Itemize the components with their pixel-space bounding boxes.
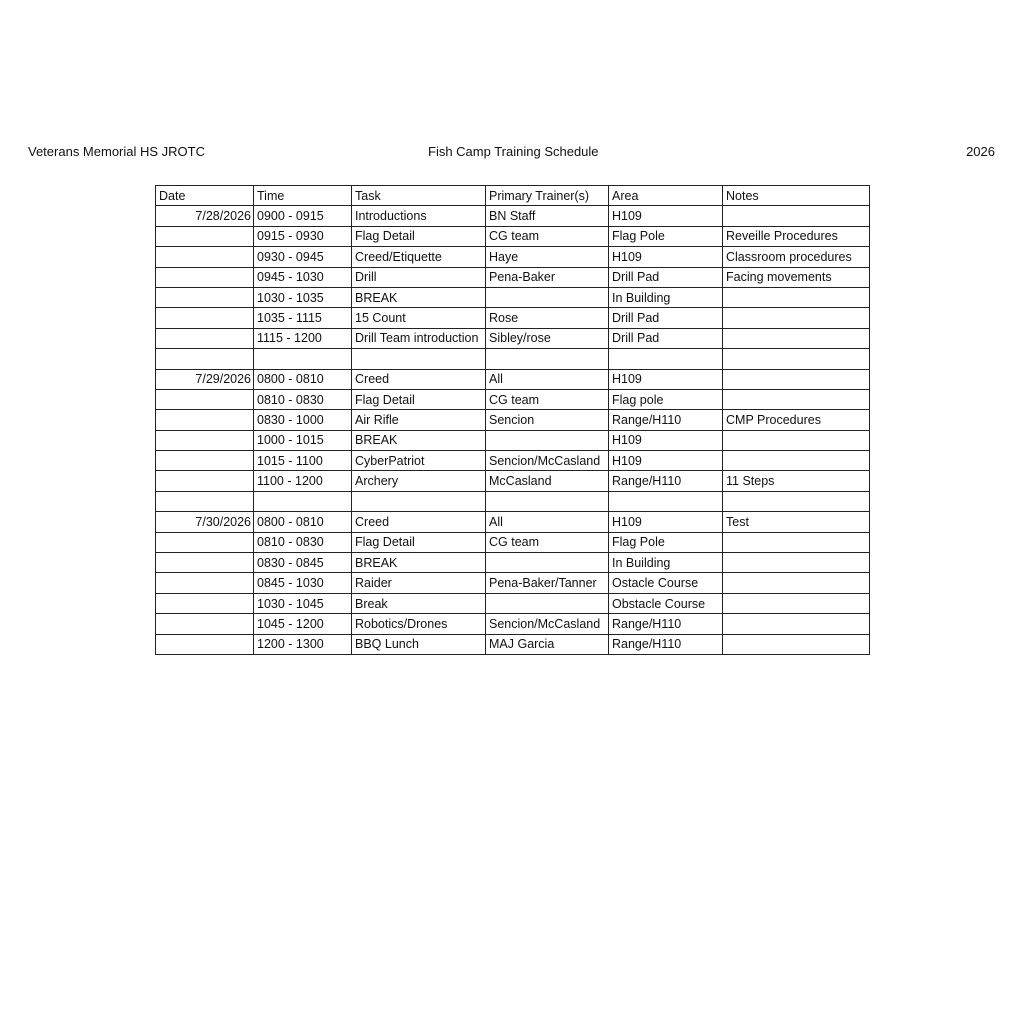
cell-area: H109: [609, 430, 723, 450]
cell-date: [156, 471, 254, 491]
cell-task: Creed: [352, 512, 486, 532]
column-header-time: Time: [254, 186, 352, 206]
cell-notes: Test: [723, 512, 870, 532]
cell-trainer: Pena-Baker: [486, 267, 609, 287]
cell-time: 0830 - 0845: [254, 553, 352, 573]
cell-date: 7/30/2026: [156, 512, 254, 532]
cell-date: [156, 593, 254, 613]
table-row: [156, 349, 870, 369]
schedule-title: Fish Camp Training Schedule: [428, 144, 599, 159]
cell-area: Drill Pad: [609, 267, 723, 287]
table-row: [156, 471, 870, 491]
table-row: [156, 226, 870, 246]
cell-trainer: Sibley/rose: [486, 328, 609, 348]
cell-task: BBQ Lunch: [352, 634, 486, 654]
cell-notes: [723, 328, 870, 348]
cell-area: Range/H110: [609, 614, 723, 634]
cell-date: 7/28/2026: [156, 206, 254, 226]
cell-task: Introductions: [352, 206, 486, 226]
cell-trainer: [486, 593, 609, 613]
cell-area: In Building: [609, 553, 723, 573]
cell-date: [156, 451, 254, 471]
cell-date: [156, 553, 254, 573]
cell-area: Range/H110: [609, 471, 723, 491]
cell-trainer: [486, 553, 609, 573]
column-header-notes: Notes: [723, 186, 870, 206]
table-row: [156, 532, 870, 552]
cell-trainer: MAJ Garcia: [486, 634, 609, 654]
cell-task: Drill: [352, 267, 486, 287]
cell-area: H109: [609, 206, 723, 226]
table-row: [156, 491, 870, 511]
cell-date: [156, 247, 254, 267]
cell-trainer: [486, 287, 609, 307]
cell-time: 1015 - 1100: [254, 451, 352, 471]
cell-notes: [723, 573, 870, 593]
column-header-task: Task: [352, 186, 486, 206]
cell-time: [254, 491, 352, 511]
organization-title: Veterans Memorial HS JROTC: [28, 144, 205, 159]
cell-notes: [723, 634, 870, 654]
cell-notes: Reveille Procedures: [723, 226, 870, 246]
cell-notes: [723, 614, 870, 634]
cell-time: 1045 - 1200: [254, 614, 352, 634]
cell-notes: [723, 430, 870, 450]
cell-time: 0810 - 0830: [254, 532, 352, 552]
table-row: [156, 634, 870, 654]
cell-time: 1000 - 1015: [254, 430, 352, 450]
cell-trainer: [486, 491, 609, 511]
cell-task: BREAK: [352, 287, 486, 307]
cell-trainer: [486, 430, 609, 450]
table-row: [156, 573, 870, 593]
cell-trainer: Sencion: [486, 410, 609, 430]
cell-area: [609, 349, 723, 369]
cell-time: 0900 - 0915: [254, 206, 352, 226]
table-row: [156, 287, 870, 307]
cell-task: [352, 491, 486, 511]
cell-task: BREAK: [352, 430, 486, 450]
cell-notes: [723, 287, 870, 307]
cell-notes: Facing movements: [723, 267, 870, 287]
table-row: [156, 206, 870, 226]
cell-time: 0915 - 0930: [254, 226, 352, 246]
cell-area: H109: [609, 369, 723, 389]
table-row: [156, 512, 870, 532]
cell-time: 0945 - 1030: [254, 267, 352, 287]
cell-date: [156, 532, 254, 552]
training-schedule-table: [155, 185, 870, 655]
cell-area: H109: [609, 247, 723, 267]
cell-task: Creed: [352, 369, 486, 389]
cell-area: Flag Pole: [609, 226, 723, 246]
cell-trainer: Sencion/McCasland: [486, 614, 609, 634]
cell-notes: [723, 491, 870, 511]
table-row: [156, 614, 870, 634]
cell-trainer: CG team: [486, 389, 609, 409]
cell-task: BREAK: [352, 553, 486, 573]
schedule-table-body: [156, 186, 870, 655]
cell-area: Range/H110: [609, 634, 723, 654]
cell-time: 0845 - 1030: [254, 573, 352, 593]
schedule-year: 2026: [966, 144, 995, 159]
cell-area: Flag pole: [609, 389, 723, 409]
cell-task: Robotics/Drones: [352, 614, 486, 634]
table-row: [156, 410, 870, 430]
cell-area: Obstacle Course: [609, 593, 723, 613]
table-row: [156, 247, 870, 267]
cell-task: Flag Detail: [352, 226, 486, 246]
cell-notes: [723, 349, 870, 369]
cell-trainer: All: [486, 512, 609, 532]
cell-date: [156, 430, 254, 450]
cell-task: Creed/Etiquette: [352, 247, 486, 267]
column-header-area: Area: [609, 186, 723, 206]
cell-time: 0930 - 0945: [254, 247, 352, 267]
cell-trainer: [486, 349, 609, 369]
cell-area: Drill Pad: [609, 328, 723, 348]
cell-notes: [723, 369, 870, 389]
cell-area: Drill Pad: [609, 308, 723, 328]
cell-task: Flag Detail: [352, 532, 486, 552]
table-row: [156, 553, 870, 573]
cell-trainer: Pena-Baker/Tanner: [486, 573, 609, 593]
cell-area: H109: [609, 512, 723, 532]
table-row: [156, 328, 870, 348]
table-row: [156, 451, 870, 471]
cell-trainer: BN Staff: [486, 206, 609, 226]
cell-date: [156, 491, 254, 511]
cell-task: Archery: [352, 471, 486, 491]
cell-time: 1030 - 1045: [254, 593, 352, 613]
column-header-trainer: Primary Trainer(s): [486, 186, 609, 206]
table-row: [156, 308, 870, 328]
cell-task: CyberPatriot: [352, 451, 486, 471]
table-row: [156, 267, 870, 287]
cell-trainer: Haye: [486, 247, 609, 267]
cell-area: H109: [609, 451, 723, 471]
cell-notes: [723, 308, 870, 328]
cell-trainer: All: [486, 369, 609, 389]
cell-notes: [723, 532, 870, 552]
cell-time: 1035 - 1115: [254, 308, 352, 328]
cell-notes: 11 Steps: [723, 471, 870, 491]
cell-area: Ostacle Course: [609, 573, 723, 593]
cell-trainer: CG team: [486, 226, 609, 246]
cell-trainer: Rose: [486, 308, 609, 328]
cell-time: 0800 - 0810: [254, 512, 352, 532]
column-header-date: Date: [156, 186, 254, 206]
cell-date: [156, 573, 254, 593]
cell-notes: [723, 553, 870, 573]
cell-notes: Classroom procedures: [723, 247, 870, 267]
cell-time: 0810 - 0830: [254, 389, 352, 409]
cell-area: Flag Pole: [609, 532, 723, 552]
cell-time: 1100 - 1200: [254, 471, 352, 491]
cell-task: Drill Team introduction: [352, 328, 486, 348]
cell-date: [156, 349, 254, 369]
cell-time: [254, 349, 352, 369]
cell-area: Range/H110: [609, 410, 723, 430]
cell-notes: [723, 593, 870, 613]
cell-notes: [723, 389, 870, 409]
cell-time: 1030 - 1035: [254, 287, 352, 307]
cell-date: [156, 308, 254, 328]
cell-notes: CMP Procedures: [723, 410, 870, 430]
cell-time: 1115 - 1200: [254, 328, 352, 348]
cell-task: Raider: [352, 573, 486, 593]
table-row: [156, 369, 870, 389]
cell-date: [156, 287, 254, 307]
cell-task: 15 Count: [352, 308, 486, 328]
cell-area: In Building: [609, 287, 723, 307]
cell-trainer: Sencion/McCasland: [486, 451, 609, 471]
table-row: [156, 389, 870, 409]
cell-date: [156, 226, 254, 246]
table-header-row: [156, 186, 870, 206]
cell-date: [156, 410, 254, 430]
table-row: [156, 430, 870, 450]
cell-area: [609, 491, 723, 511]
cell-date: [156, 614, 254, 634]
cell-notes: [723, 206, 870, 226]
cell-trainer: McCasland: [486, 471, 609, 491]
cell-task: [352, 349, 486, 369]
cell-time: 1200 - 1300: [254, 634, 352, 654]
cell-task: Flag Detail: [352, 389, 486, 409]
table-row: [156, 593, 870, 613]
cell-date: [156, 328, 254, 348]
cell-date: [156, 389, 254, 409]
cell-date: [156, 267, 254, 287]
cell-date: 7/29/2026: [156, 369, 254, 389]
cell-task: Break: [352, 593, 486, 613]
cell-trainer: CG team: [486, 532, 609, 552]
cell-date: [156, 634, 254, 654]
cell-task: Air Rifle: [352, 410, 486, 430]
cell-notes: [723, 451, 870, 471]
cell-time: 0800 - 0810: [254, 369, 352, 389]
cell-time: 0830 - 1000: [254, 410, 352, 430]
